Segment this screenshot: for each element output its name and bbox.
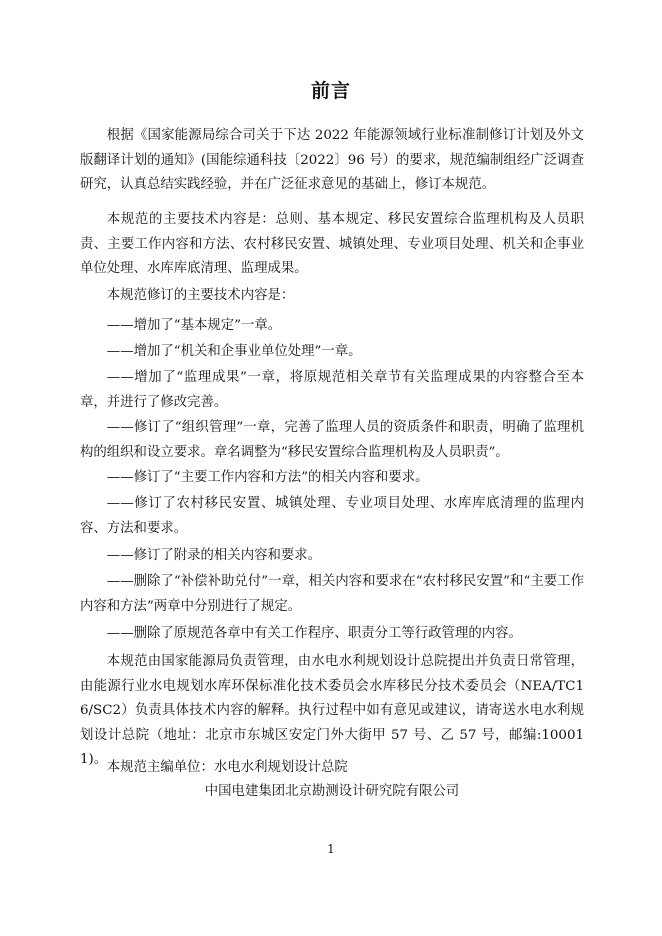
list-item-revision: ——修订了“组织管理”一章，完善了监理人员的资质条件和职责，明确了监理机构的组织和设立要求。章名调整为“移民安置综合监理机构及人员职责”。: [80, 420, 584, 460]
paragraph-main-content: 本规范的主要技术内容是：总则、基本规定、移民安置综合监理机构及人员职责、主要工作内容和方法、农村移民安置、城镇处理、专业项目处理、机关和企事业单位处理、水库库底清理、监理成果。: [80, 212, 584, 276]
paragraph-co-editor: 中国电建集团北京勘测设计研究院有限公司: [204, 784, 460, 799]
paragraph-chief-editor: 本规范主编单位：水电水利规划设计总院: [106, 760, 348, 775]
list-item-revision: ——增加了“机关和企事业单位处理”一章。: [106, 344, 362, 359]
list-item-revision: ——修订了“主要工作内容和方法”的相关内容和要求。: [106, 470, 429, 485]
paragraph-management: 本规范由国家能源局负责管理，由水电水利规划设计总院提出并负责日常管理，由能源行业水电规划水库环保标准化技术委员会水库移民分技术委员会（NEA/TC16/SC2）负责具体技术内容的解释。执行过程中如有意见或建议，请寄送水电水利规划设计总院（地址：北京市东城区安定门外大街甲 57 号、乙 57 号，邮编:100011)。: [80, 654, 584, 767]
paragraph-revision-intro: 本规范修订的主要技术内容是：: [106, 288, 295, 303]
list-item-revision: ——修订了附录的相关内容和要求。: [106, 548, 322, 563]
list-item-revision: ——删除了“补偿补助兑付”一章，相关内容和要求在“农村移民安置”和“主要工作内容和方法”两章中分别进行了规定。: [80, 574, 584, 614]
page-title: 前言: [310, 80, 351, 102]
paragraph-basis: 根据《国家能源局综合司关于下达 2022 年能源领域行业标准制修订计划及外文版翻译计划的通知》(国能综通科技〔2022〕96 号）的要求，规范编制组经广泛调查研究，认真总结实践经验，并在广泛征求意见的基础上，修订本规范。: [80, 128, 584, 192]
page-number: 1: [327, 842, 335, 856]
list-item-revision: ——增加了“监理成果”一章，将原规范相关章节有关监理成果的内容整合至本章，并进行了修改完善。: [80, 370, 584, 410]
list-item-revision: ——删除了原规范各章中有关工作程序、职责分工等行政管理的内容。: [106, 626, 522, 641]
list-item-revision: ——修订了农村移民安置、城镇处理、专业项目处理、水库库底清理的监理内容、方法和要求。: [80, 496, 584, 536]
list-item-revision: ——增加了“基本规定”一章。: [106, 318, 282, 333]
